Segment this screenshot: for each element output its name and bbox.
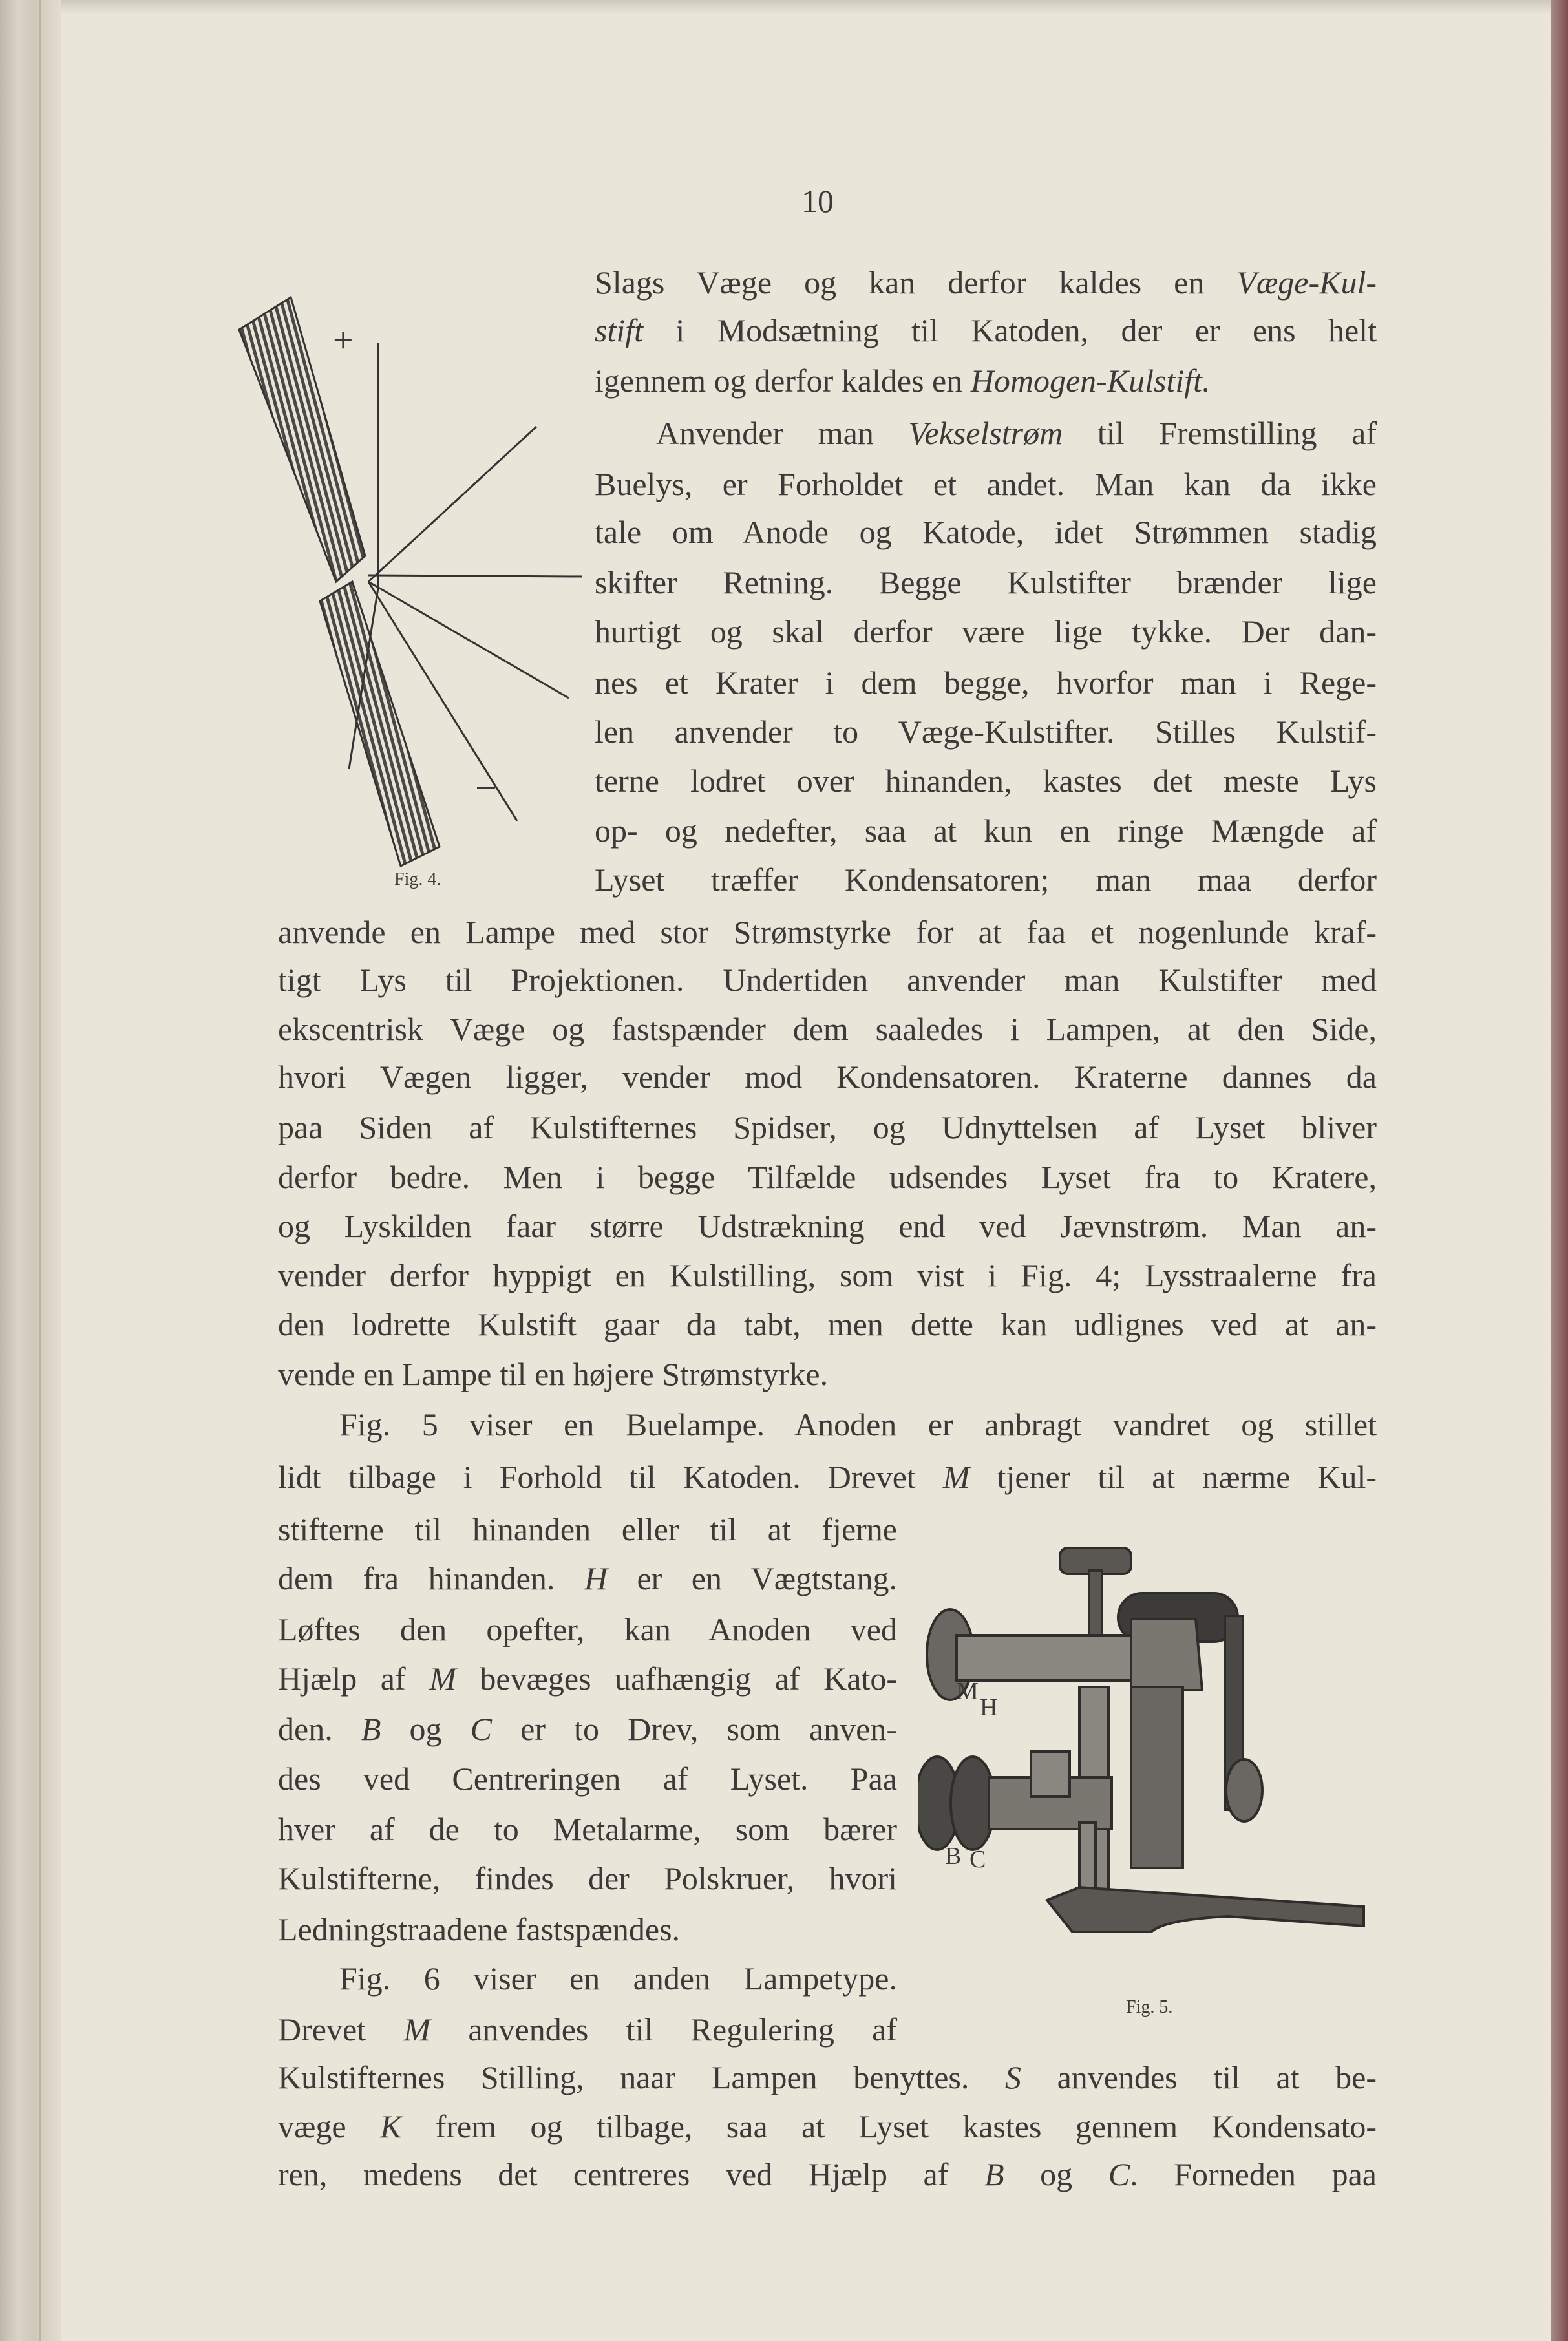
- text-segment: hvori Vægen ligger, vender mod Kondensatoren. Kraterne dannes da: [278, 1059, 1377, 1095]
- text-line: [278, 1659, 897, 1698]
- italic-term: H: [584, 1560, 608, 1596]
- text-line: [278, 1457, 1377, 1496]
- italic-term: B: [361, 1711, 381, 1747]
- text-line: [278, 1759, 897, 1798]
- text-line: [278, 1158, 1377, 1196]
- italic-term: M: [942, 1459, 970, 1495]
- italic-term: Væge-Kul-: [1236, 264, 1377, 301]
- text-segment: væge: [278, 2108, 380, 2145]
- text-segment: lidt tilbage i Forhold til Katoden. Drevet: [278, 1459, 943, 1495]
- text-segment: Slags Væge og kan derfor kaldes en: [595, 264, 1237, 301]
- text-segment: bevæges uafhængig af Kato-: [456, 1660, 897, 1697]
- text-segment: anvendes til at be-: [1021, 2059, 1377, 2095]
- text-segment: ren, medens det centreres ved Hjælp af: [278, 2156, 984, 2192]
- italic-term: stift: [595, 312, 644, 348]
- text-segment: . Forneden paa: [1130, 2156, 1377, 2192]
- text-segment: den lodrette Kulstift gaar da tabt, men dette kan udlignes ved at an-: [278, 1306, 1377, 1342]
- label-m: M: [957, 1678, 979, 1705]
- text-segment: Kulstifterne, findes der Polskruer, hvori: [278, 1860, 897, 1896]
- text-line: [278, 1256, 1377, 1295]
- text-line: [595, 513, 1377, 551]
- figure-5: [918, 1545, 1377, 1933]
- minus-sign: −: [475, 767, 497, 809]
- text-segment: anvendes til Regulering af: [430, 2011, 897, 2048]
- text-line: [278, 2010, 897, 2049]
- text-segment: i Modsætning til Katoden, der er ens helt: [643, 312, 1377, 348]
- text-segment: er to Drev, som anven-: [492, 1711, 897, 1747]
- figure-4: [220, 278, 595, 873]
- text-segment: hver af de to Metalarme, som bærer: [278, 1811, 897, 1847]
- text-line: [278, 2107, 1377, 2146]
- text-segment: og: [381, 1711, 471, 1747]
- text-line: [278, 1207, 1377, 1245]
- text-segment: Lyset træffer Kondensatoren; man maa derfor: [595, 862, 1377, 898]
- text-line: [595, 663, 1377, 702]
- text-segment: vende en Lampe til en højere Strømstyrke.: [278, 1356, 829, 1392]
- italic-term: M: [429, 1660, 456, 1697]
- text-line: [656, 414, 1377, 452]
- text-line: [339, 1405, 1377, 1444]
- italic-term: Vekselstrøm: [908, 415, 1063, 451]
- text-line: [278, 1355, 1377, 1393]
- text-segment: len anvender to Væge-Kulstifter. Stilles Kulstif-: [595, 714, 1377, 750]
- text-segment: op- og nedefter, saa at kun en ringe Mængde af: [595, 812, 1377, 849]
- italic-term: C: [470, 1711, 492, 1747]
- italic-term: M: [403, 2011, 431, 2048]
- text-segment: frem og tilbage, saa at Lyset kastes gennem Kondensato-: [401, 2108, 1377, 2145]
- text-segment: igennem og derfor kaldes en: [595, 363, 971, 399]
- text-line: [278, 1710, 897, 1748]
- text-segment: dem fra hinanden.: [278, 1560, 584, 1596]
- text-line: [595, 263, 1377, 302]
- italic-term: S: [1004, 2059, 1021, 2095]
- plus-sign: +: [333, 321, 354, 361]
- page-top-edge: [0, 0, 1568, 14]
- text-segment: Hjælp af: [278, 1660, 430, 1697]
- text-segment: tjener til at nærme Kul-: [969, 1459, 1377, 1495]
- page-number: 10: [801, 183, 834, 219]
- text-segment: nes et Krater i dem begge, hvorfor man i Rege-: [595, 664, 1377, 701]
- text-segment: vender derfor hyppigt en Kulstilling, som vist i Fig. 4; Lysstraalerne fra: [278, 1257, 1377, 1293]
- text-segment: til Fremstilling af: [1063, 415, 1377, 451]
- label-c: C: [969, 1846, 986, 1873]
- text-line: [595, 712, 1377, 751]
- italic-term: B: [984, 2156, 1004, 2192]
- text-segment: ekscentrisk Væge og fastspænder dem saaledes i Lampen, at den Side,: [278, 1011, 1377, 1047]
- label-b: B: [945, 1843, 962, 1870]
- text-line: [595, 612, 1377, 651]
- text-segment: stifterne til hinanden eller til at fjerne: [278, 1511, 897, 1547]
- text-line: [278, 1010, 1377, 1048]
- book-gutter-edge: [0, 0, 61, 2341]
- text-line: [278, 1057, 1377, 1096]
- text-line: [595, 860, 1377, 899]
- text-line: [278, 1510, 897, 1549]
- italic-term: K: [379, 2108, 402, 2145]
- text-segment: terne lodret over hinanden, kastes det meste Lys: [595, 763, 1377, 799]
- text-line: [595, 311, 1377, 350]
- text-line: [278, 1810, 897, 1848]
- text-segment: tale om Anode og Katode, idet Strømmen stadig: [595, 514, 1377, 550]
- carbon-rods-illustration: [220, 278, 595, 873]
- text-segment: Buelys, er Forholdet et andet. Man kan da ikke: [595, 466, 1377, 502]
- text-line: [278, 1305, 1377, 1344]
- text-line: [278, 1859, 897, 1898]
- text-line: [595, 811, 1377, 850]
- text-line: [278, 2155, 1377, 2194]
- text-segment: skifter Retning. Begge Kulstifter brænder lige: [595, 564, 1377, 600]
- text-segment: og Lyskilden faar større Udstrækning end ved Jævnstrøm. Man an-: [278, 1208, 1377, 1244]
- text-line: [278, 1559, 897, 1598]
- text-segment: Kulstifternes Stilling, naar Lampen benyttes.: [278, 2059, 1005, 2095]
- text-segment: er en Vægtstang.: [607, 1560, 897, 1596]
- text-segment: Drevet: [278, 2011, 404, 2048]
- label-h: H: [980, 1694, 998, 1721]
- text-segment: paa Siden af Kulstifternes Spidser, og Udnyttelsen af Lyset bliver: [278, 1109, 1377, 1145]
- text-line: [278, 913, 1377, 951]
- text-segment: og: [1004, 2156, 1108, 2192]
- text-segment: derfor bedre. Men i begge Tilfælde udsendes Lyset fra to Kratere,: [278, 1159, 1377, 1195]
- text-line: [278, 1910, 897, 1949]
- text-segment: Ledningstraadene fastspændes.: [278, 1911, 681, 1947]
- text-line: [278, 960, 1377, 999]
- text-line: [595, 465, 1377, 503]
- text-line: [278, 2058, 1377, 2097]
- figure-5-caption: Fig. 5.: [1126, 1997, 1173, 2017]
- text-segment: hurtigt og skal derfor være lige tykke. Der dan-: [595, 613, 1377, 650]
- italic-term: Homogen-Kulstift.: [970, 363, 1211, 399]
- text-line: [595, 761, 1377, 800]
- text-segment: Løftes den opefter, kan Anoden ved: [278, 1611, 897, 1647]
- text-segment: anvende en Lampe med stor Strømstyrke for at faa et nogenlunde kraf-: [278, 914, 1377, 950]
- text-line: [339, 1959, 897, 1998]
- text-segment: Anvender man: [656, 415, 909, 451]
- arc-lamp-illustration: [918, 1545, 1377, 1933]
- italic-term: C: [1108, 2156, 1130, 2192]
- text-segment: Fig. 6 viser en anden Lampetype.: [339, 1960, 897, 1997]
- text-line: [278, 1108, 1377, 1147]
- figure-4-caption: Fig. 4.: [394, 869, 441, 889]
- text-line: [278, 1610, 897, 1649]
- text-line: [595, 563, 1377, 602]
- text-segment: Fig. 5 viser en Buelampe. Anoden er anbragt vandret og stillet: [339, 1406, 1377, 1443]
- text-line: [595, 361, 1377, 400]
- book-cover-edge: [1551, 0, 1568, 2341]
- text-segment: des ved Centreringen af Lyset. Paa: [278, 1761, 897, 1797]
- text-segment: den.: [278, 1711, 361, 1747]
- text-segment: tigt Lys til Projektionen. Undertiden anvender man Kulstifter med: [278, 962, 1377, 998]
